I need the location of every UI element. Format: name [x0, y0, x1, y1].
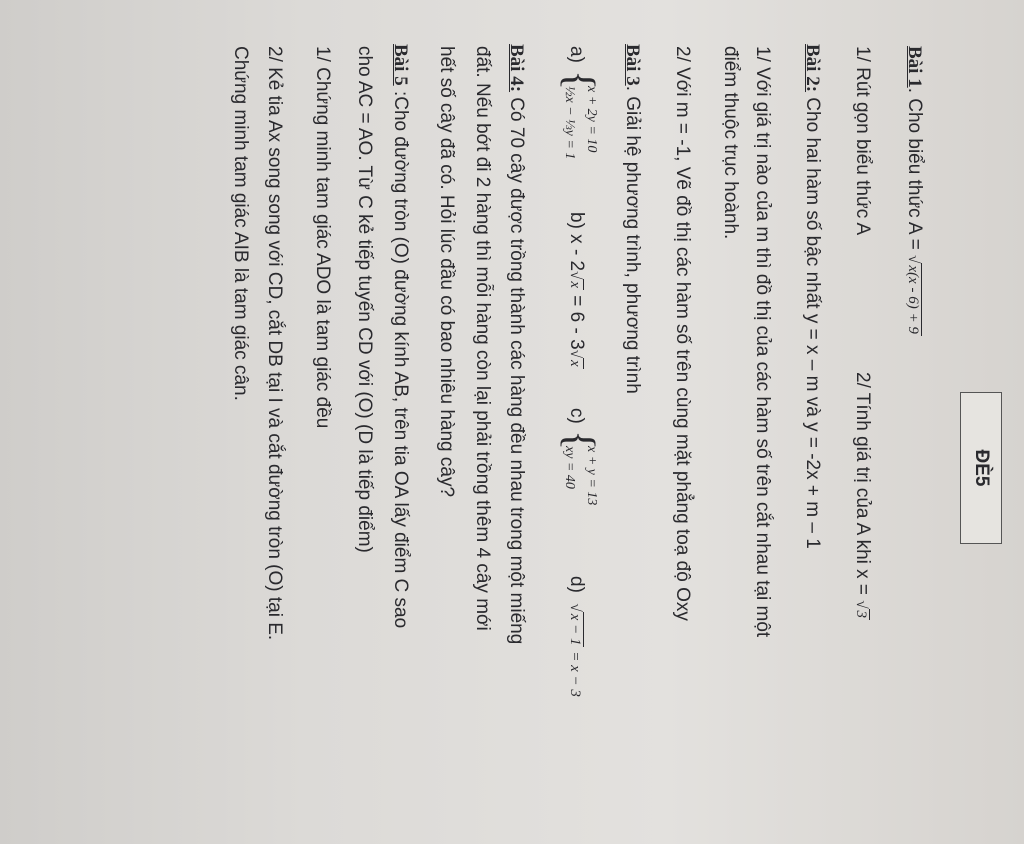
bai5-label: Bài 5 [390, 44, 411, 86]
bai3-heading [620, 44, 644, 394]
bai2-q1-line1: 1/ Với giá trị nào của m thì đồ thị của các hàm số trên cắt nhau tại một [752, 46, 773, 638]
bai3-d-label: d) [566, 576, 587, 593]
bai3-c-eq2: xy = 40 [562, 446, 577, 489]
bai1-q2 [849, 372, 874, 620]
bai3-d-sqrt-symbol: √ [567, 603, 583, 612]
bai3-text: . Giải hệ phương trình, phương trình [622, 85, 643, 394]
bai4-label: Bài 4: [506, 44, 527, 93]
bai1-q2-text: 2/ Tính giá trị của A khi x = [852, 372, 873, 601]
bai3-label: Bài 3 [622, 44, 643, 86]
bai4-text1: Có 70 cây được trồng thành các hàng đều nhau trong một miếng [506, 92, 527, 645]
bai1-q2-val: 3 [853, 610, 869, 619]
bai3-b-sqrt-symbol1: √ [567, 271, 583, 280]
bai2-q1-line2: điểm thuộc trục hoành. [720, 46, 741, 240]
bai3-a-label: a) [566, 46, 587, 63]
bai3-b-sqrt1: x [567, 281, 583, 289]
bai4-line2: đất. Nếu bớt đi 2 hàng thì mỗi hàng còn lại phải trồng thêm 4 cây mới [472, 46, 493, 631]
bai5-q2-line2: Chứng minh tam giác AIB là tam giác cân. [230, 46, 251, 401]
bai4-line3: hết số cây đã có. Hỏi lúc đầu có bao nhiêu hàng cây? [436, 46, 457, 498]
bai5-line2: cho AC = AO. Từ C kẻ tiếp tuyến CD với (O) (D là tiếp điểm) [354, 46, 375, 553]
bai3-b-label: b) x - 2 [566, 212, 587, 272]
bai1-text: . Cho biểu thức A = [904, 87, 925, 256]
bai3-d [563, 576, 588, 697]
bai5-text1: :Cho đường tròn (O) đường kính AB, trên tia OA lấy điểm C sao [390, 85, 411, 629]
bai5-q1: 1/ Chứng minh tam giác ADO là tam giác đều [312, 46, 333, 429]
bai1-q1: 1/ Rút gọn biểu thức A [852, 46, 873, 236]
bai3-b-mid: = 6 - 3 [566, 290, 587, 350]
exam-title: ĐÈ5 [960, 392, 1002, 544]
bai3-b-sqrt-symbol2: √ [567, 349, 583, 358]
bai3-d-sqrt: x − 1 [567, 613, 583, 646]
bai3-c-eq1: x + y = 13 [584, 446, 599, 506]
bai5-q2-line1: 2/ Kẻ tia Ax song song với CD, cắt DB tại I và cắt đường tròn (O) tại E. [264, 46, 285, 641]
bai3-d-rest: = x − 3 [567, 647, 583, 697]
bai3-a-brace: { [556, 70, 602, 91]
bai3-c-brace: { [556, 430, 602, 451]
bai3-a-eq1: x + 2y = 10 [584, 86, 599, 153]
bai4-line1 [504, 44, 528, 644]
bai2-heading [800, 44, 824, 549]
bai3-b [563, 212, 588, 369]
bai1-heading [901, 46, 926, 336]
bai2-label: Bài 2: [802, 44, 823, 93]
bai3-a-eq2: ½x − ⅓y = 1 [562, 86, 577, 160]
bai2-q2: 2/ Với m = -1, Vẽ đồ thị các hàm số trên cùng mặt phẳng toạ độ Oxy [672, 46, 693, 621]
bai1-sqrt-symbol: √ [905, 255, 921, 264]
bai1-label: Bài 1 [904, 46, 925, 88]
bai1-expr: x(x - 6) + 9 [905, 265, 921, 334]
bai3-c-label: c) [566, 408, 587, 424]
bai1-q2-sqrt-symbol: √ [853, 600, 869, 609]
bai5-line1 [388, 44, 412, 628]
bai2-text: Cho hai hàm số bậc nhất y = x – m và y = -2x + m – 1 [802, 92, 823, 549]
bai3-b-sqrt2: x [567, 359, 583, 367]
